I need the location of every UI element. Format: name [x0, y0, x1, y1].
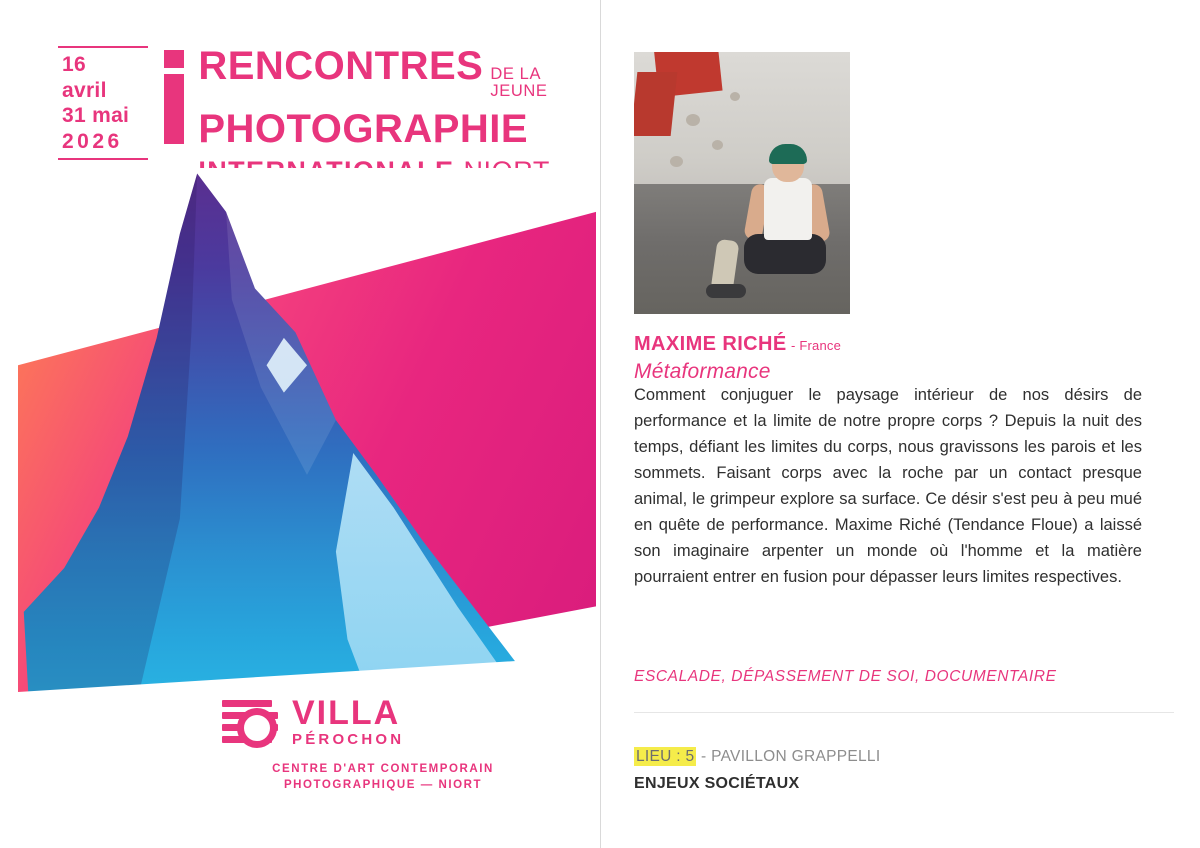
festival-year: 2026	[62, 129, 123, 153]
villa-name: VILLA	[292, 694, 401, 732]
title-rencontres: RENCONTRES	[198, 44, 484, 88]
villa-caption-line2: PHOTOGRAPHIQUE — NIORT	[283, 779, 483, 792]
mountain-artwork	[18, 168, 596, 716]
climber-photo	[634, 52, 850, 314]
venue-name: - PAVILLON GRAPPELLI	[701, 748, 881, 765]
festival-dates	[58, 46, 148, 160]
date-start: 16 avril	[62, 53, 107, 102]
title-de-la-jeune: DE LA JEUNE	[490, 65, 548, 100]
exclamation-logo-icon	[164, 46, 184, 144]
theme-label: ENJEUX SOCIÉTAUX	[634, 775, 800, 792]
villa-subtitle: PÉROCHON	[292, 731, 405, 748]
venue-number-badge: LIEU : 5	[636, 748, 695, 765]
artist-header	[634, 333, 1174, 384]
festival-title	[198, 46, 600, 185]
title-photographie: PHOTOGRAPHIE	[198, 107, 529, 151]
festival-header	[58, 46, 600, 185]
artist-description: Comment conjuguer le paysage intérieur de nos désirs de performance et la limite de notre propre corps ? Depuis la nuit des temps, défiant les limites du corps, nous gravissons les parois et les sommets. Faisant corps avec la roche par un contact presque animal, le grimpeur explore sa surface. Ce désir s'est peu à peu mué en quête de performance. Maxime Riché (Tendance Floue) a laissé son imaginaire arpenter un monde où l'homme et la matière pourraient entrer en fusion pour dépasser leurs limites respectives.	[634, 386, 1142, 587]
artist-work-title: Métaformance	[634, 360, 771, 383]
climber-figure	[742, 148, 834, 300]
villa-caption-line1: CENTRE D'ART CONTEMPORAIN	[272, 762, 494, 775]
venue-line	[634, 748, 880, 766]
artist-name: MAXIME RICHÉ	[634, 333, 787, 355]
date-end: 31 mai	[62, 104, 130, 128]
section-divider	[634, 712, 1174, 713]
artist-tags: ESCALADE, DÉPASSEMENT DE SOI, DOCUMENTAIRE	[634, 668, 1057, 685]
villa-mark-icon	[222, 696, 278, 748]
villa-perochon-logo	[218, 696, 548, 794]
right-column	[600, 0, 1200, 848]
artist-country: - France	[791, 338, 842, 353]
